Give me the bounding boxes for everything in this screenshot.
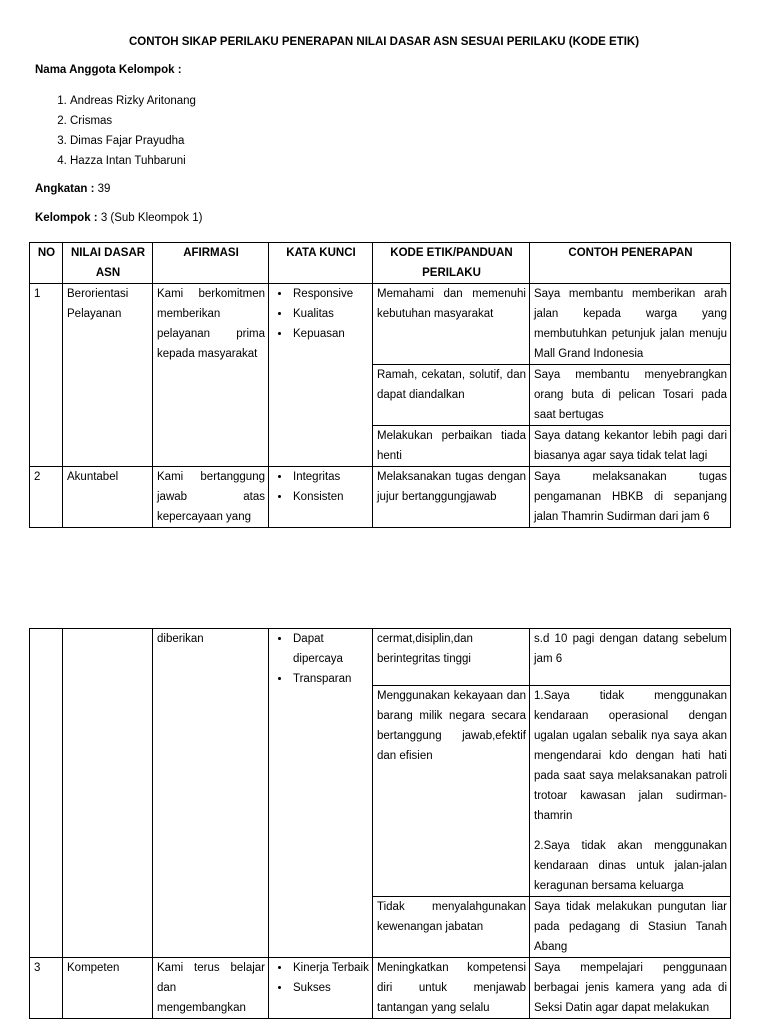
nilai-table-page1 <box>29 242 731 528</box>
member-item: 3. Dimas Fajar Prayudha <box>70 133 196 153</box>
nilai-table-page2 <box>29 628 731 1019</box>
row2-contoh-1-part1: Saya melaksanakan tugas pengamanan HBKB di sepanjang jalan Thamrin Sudirman dari jam 6 <box>530 467 731 528</box>
keyword-item: • Kinerja Terbaik <box>291 958 369 978</box>
angkatan-line <box>35 183 110 195</box>
member-item: 2. Crismas <box>70 113 196 133</box>
row1-no: 1 <box>30 284 63 467</box>
row3-contoh: Saya mempelajari penggunaan berbagai jenis kamera yang ada di Seksi Datin agar dapat melakukan <box>530 958 731 1019</box>
row3-kode-etik: Meningkatkan kompetensi diri untuk menjawab tantangan yang selalu <box>373 958 530 1019</box>
row1-kode-etik-3: Melakukan perbaikan tiada henti <box>373 426 530 467</box>
document-title: CONTOH SIKAP PERILAKU PENERAPAN NILAI DASAR ASN SESUAI PERILAKU (KODE ETIK) <box>128 36 640 48</box>
keyword-item: • Integritas <box>291 467 369 487</box>
row1-kode-etik-1: Memahami dan memenuhi kebutuhan masyarakat <box>373 284 530 365</box>
keyword-item: • Kualitas <box>291 304 369 324</box>
keyword-item: • Responsive <box>291 284 369 304</box>
row2-contoh-2-item2: 2.Saya tidak akan menggunakan kendaraan dinas untuk jalan-jalan keragunan bersama keluarga <box>534 840 727 892</box>
keyword-item: • Sukses <box>291 978 369 998</box>
header-afirmasi: AFIRMASI <box>153 243 269 284</box>
row1-nilai: Berorientasi Pelayanan <box>63 284 153 467</box>
kelompok-value: 3 (Sub Kleompok 1) <box>97 212 203 224</box>
row2-kata-kunci-part1 <box>269 467 373 528</box>
angkatan-value: 39 <box>94 183 111 195</box>
table-row <box>30 467 731 528</box>
header-kata-kunci: KATA KUNCI <box>269 243 373 284</box>
kelompok-label: Kelompok : <box>35 212 98 224</box>
row2-nilai-cont <box>63 629 153 958</box>
row1-kata-kunci <box>269 284 373 467</box>
row2-contoh-2 <box>530 686 731 897</box>
table-row <box>30 284 731 365</box>
row2-contoh-3: Saya tidak melakukan pungutan liar pada pedagang di Stasiun Tanah Abang <box>530 897 731 958</box>
header-kode-etik: KODE ETIK/PANDUAN PERILAKU <box>373 243 530 284</box>
row3-no: 3 <box>30 958 63 1019</box>
keyword-item: • Kepuasan <box>291 324 369 344</box>
row2-kode-etik-1-part1: Melaksanakan tugas dengan jujur bertanggungjawab <box>373 467 530 528</box>
row2-kata-kunci-part2 <box>269 629 373 958</box>
row1-contoh-3: Saya datang kekantor lebih pagi dari biasanya agar saya tidak telat lagi <box>530 426 731 467</box>
row1-contoh-1: Saya membantu memberikan arah jalan kepada warga yang membutuhkan petunjuk jalan menuju Mall Grand Indonesia <box>530 284 731 365</box>
row1-kode-etik-2: Ramah, cekatan, solutif, dan dapat diandalkan <box>373 365 530 426</box>
keyword-item: • Transparan <box>291 669 369 689</box>
kelompok-line <box>35 212 202 224</box>
row2-kode-etik-3: Tidak menyalahgunakan kewenangan jabatan <box>373 897 530 958</box>
table-header-row <box>30 243 731 284</box>
row1-afirmasi: Kami berkomitmen memberikan pelayanan prima kepada masyarakat <box>153 284 269 467</box>
header-nilai-dasar: NILAI DASAR ASN <box>63 243 153 284</box>
row3-kata-kunci <box>269 958 373 1019</box>
row2-nilai: Akuntabel <box>63 467 153 528</box>
row2-no: 2 <box>30 467 63 528</box>
row2-no-cont <box>30 629 63 958</box>
angkatan-label: Angkatan : <box>35 183 95 195</box>
keyword-item: • Dapat dipercaya <box>291 629 369 669</box>
header-contoh-penerapan: CONTOH PENERAPAN <box>530 243 731 284</box>
members-list <box>35 93 196 173</box>
table-row <box>30 958 731 1019</box>
members-label: Nama Anggota Kelompok : <box>35 64 182 76</box>
row3-afirmasi: Kami terus belajar dan mengembangkan <box>153 958 269 1019</box>
row3-nilai: Kompeten <box>63 958 153 1019</box>
member-item: 1. Andreas Rizky Aritonang <box>70 93 196 113</box>
row1-contoh-2: Saya membantu menyebrangkan orang buta di pelican Tosari pada saat bertugas <box>530 365 731 426</box>
row2-kode-etik-1-part2: cermat,disiplin,dan berintegritas tinggi <box>373 629 530 686</box>
row2-contoh-1-part2: s.d 10 pagi dengan datang sebelum jam 6 <box>530 629 731 686</box>
row2-afirmasi-part2: diberikan <box>153 629 269 958</box>
keyword-item: • Konsisten <box>291 487 369 507</box>
row2-afirmasi-part1: Kami bertanggung jawab atas kepercayaan yang <box>153 467 269 528</box>
row2-kode-etik-2: Menggunakan kekayaan dan barang milik negara secara bertanggung jawab,efektif dan efisien <box>373 686 530 897</box>
header-no: NO <box>30 243 63 284</box>
member-item: 4. Hazza Intan Tuhbaruni <box>70 153 196 173</box>
row2-contoh-2-item1: 1.Saya tidak menggunakan kendaraan operasional dengan ugalan ugalan sebalik nya saya akan mengendarai kdo dengan hati hati pada saat saya melaksanakan patroli trotoar kawasan jalan sudirman-thamrin <box>534 690 727 822</box>
table-row <box>30 629 731 686</box>
